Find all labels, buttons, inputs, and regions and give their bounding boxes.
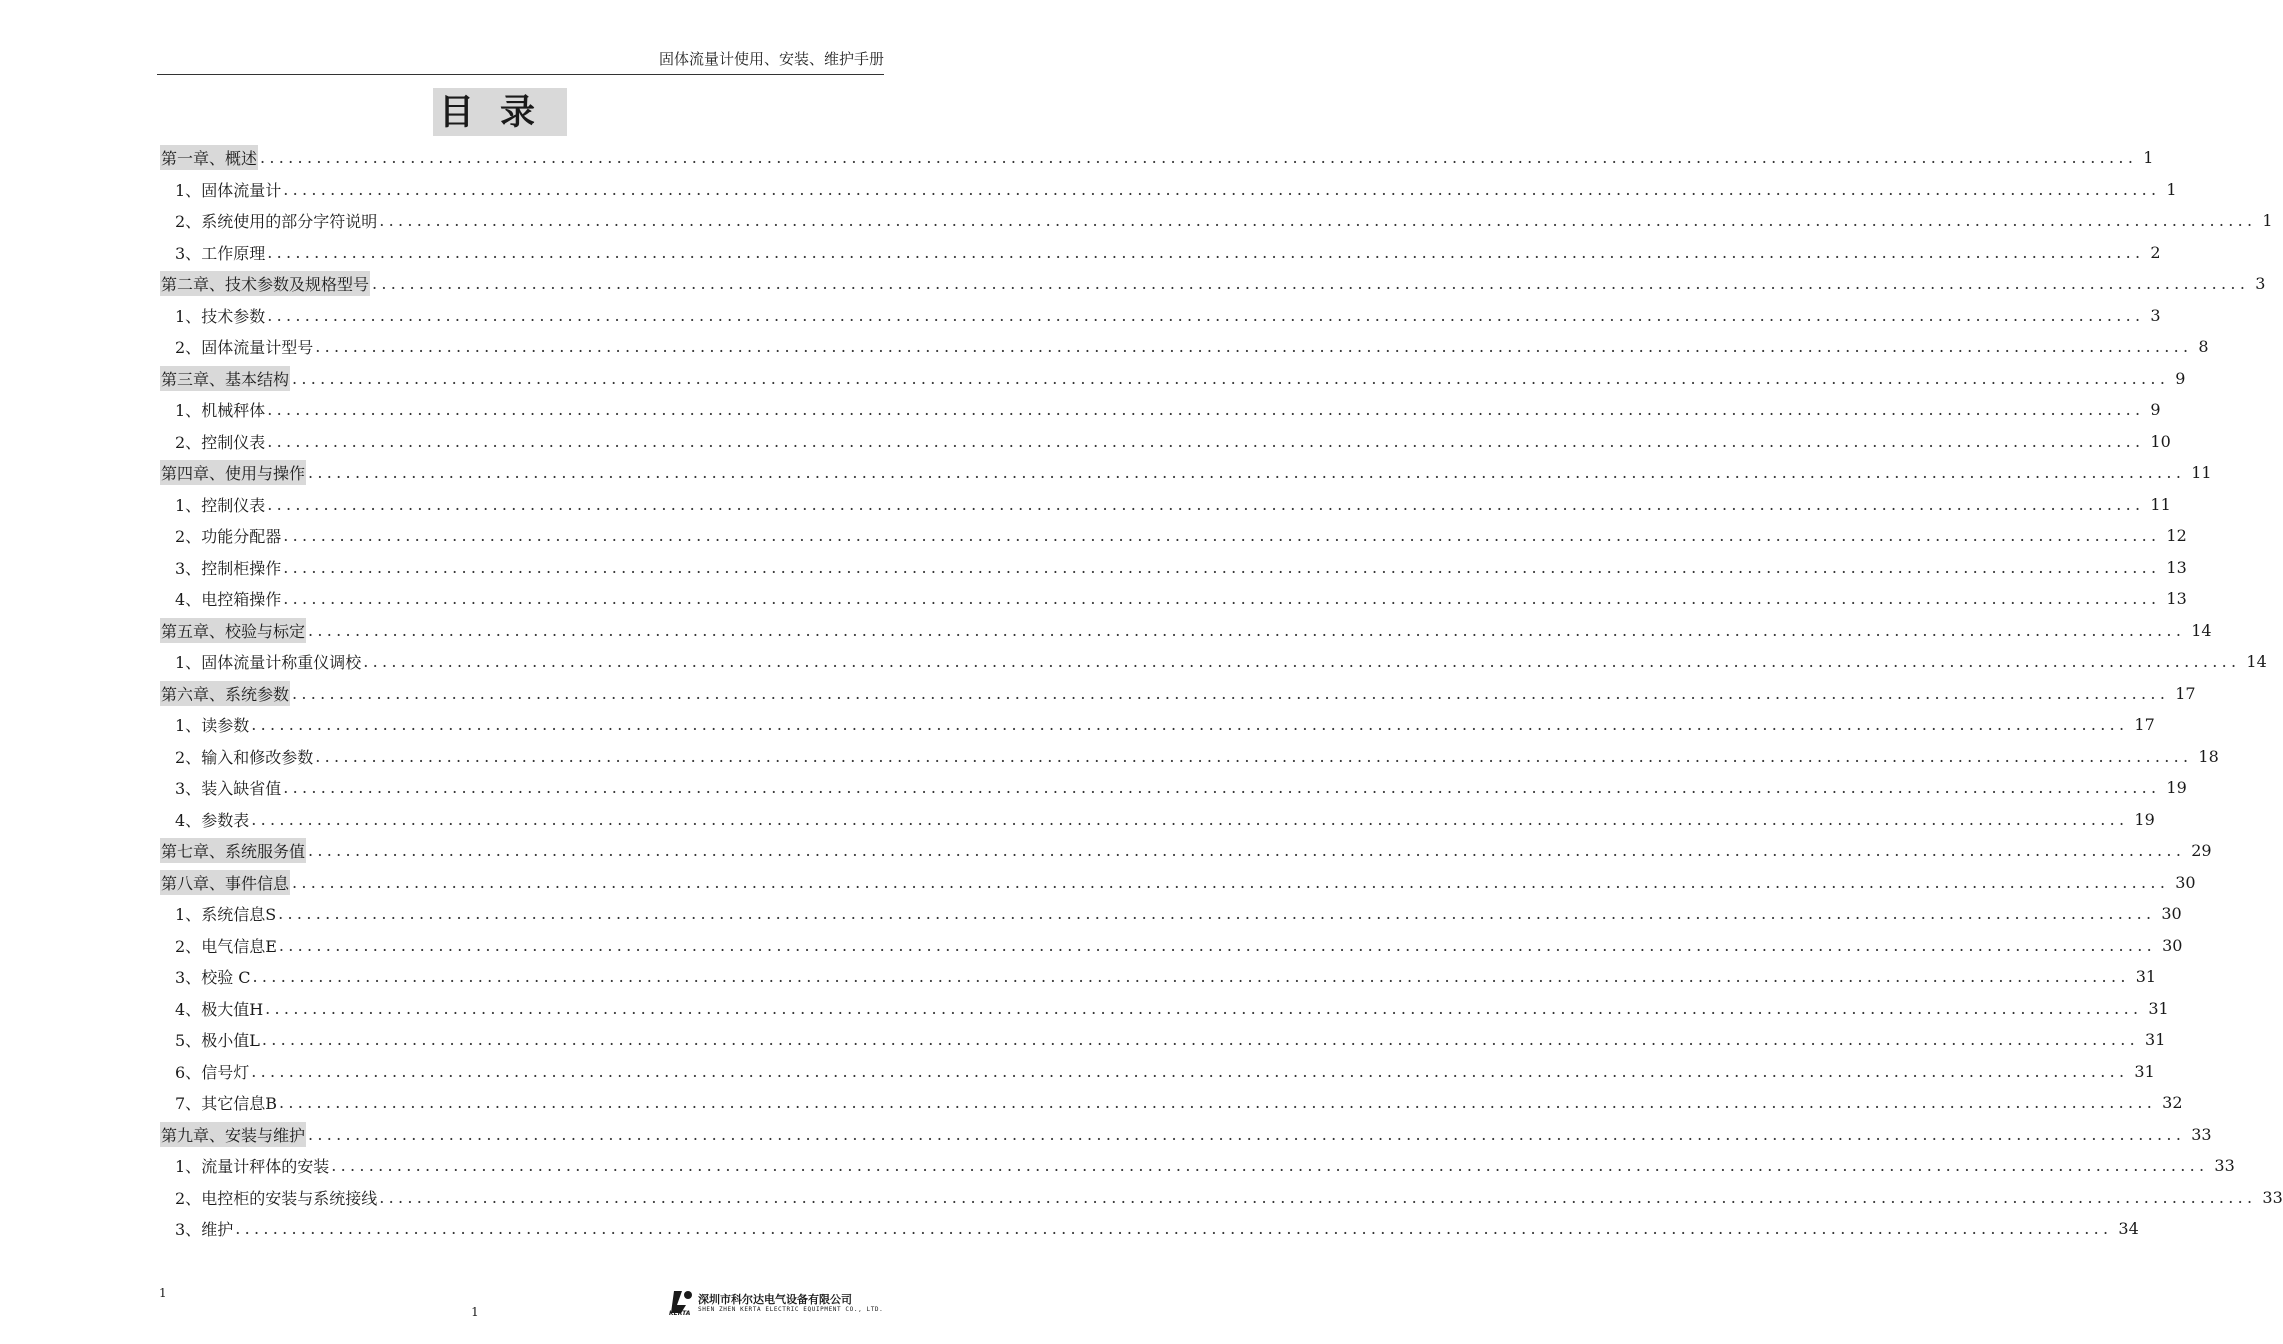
toc-entry-label: 固体流量计称重仪调校: [201, 653, 362, 673]
toc-entry-page: 17: [2134, 715, 2155, 735]
toc-entry-label: 读参数: [201, 716, 250, 736]
toc-leader-dots: ........................................................................................................................................................................................................: [379, 211, 2257, 231]
toc-section-entry[interactable]: [160, 1182, 2283, 1214]
company-name-cn: 深圳市科尔达电气设备有限公司: [698, 1293, 852, 1306]
toc-entry-number: 3、: [175, 558, 202, 578]
toc-entry-label: 技术参数: [201, 306, 266, 326]
toc-entry-page: 3: [2255, 274, 2266, 294]
toc-entry-label: 参数表: [201, 810, 250, 830]
toc-section-entry[interactable]: [160, 709, 2155, 741]
toc-section-entry[interactable]: [160, 1056, 2155, 1088]
toc-entry-number: 1、: [175, 1157, 202, 1177]
toc-entry-label: 功能分配器: [201, 527, 282, 547]
toc-entry-label: 系统信息S: [201, 905, 277, 925]
toc-section-entry[interactable]: [160, 993, 2169, 1025]
toc-entry-page: 13: [2166, 557, 2187, 577]
toc-leader-dots: ........................................................................................................................................................................................................: [278, 935, 2157, 955]
toc-entry-page: 31: [2148, 998, 2169, 1018]
toc-section-entry[interactable]: [160, 583, 2187, 615]
toc-chapter-entry[interactable]: [160, 1119, 2212, 1151]
toc-section-entry[interactable]: [160, 1213, 2139, 1245]
toc-leader-dots: ........................................................................................................................................................................................................: [315, 337, 2193, 357]
toc-entry-page: 11: [2150, 494, 2171, 514]
toc-entry-page: 17: [2175, 683, 2196, 703]
toc-entry-page: 8: [2198, 337, 2209, 357]
toc-leader-dots: ........................................................................................................................................................................................................: [267, 305, 2145, 325]
toc-leader-dots: ........................................................................................................................................................................................................: [283, 589, 2161, 609]
toc-section-entry[interactable]: [160, 520, 2187, 552]
toc-entry-page: 30: [2161, 904, 2182, 924]
toc-entry-number: 3、: [175, 779, 202, 799]
toc-leader-dots: ........................................................................................................................................................................................................: [251, 809, 2129, 829]
toc-entry-page: 33: [2191, 1124, 2212, 1144]
toc-entry-page: 1: [2143, 148, 2154, 168]
toc-chapter-entry[interactable]: [160, 268, 2266, 300]
toc-chapter-entry[interactable]: [160, 615, 2212, 647]
toc-section-entry[interactable]: [160, 331, 2209, 363]
toc-entry-label: 控制仪表: [201, 432, 266, 452]
toc-entry-label: 固体流量计型号: [201, 338, 314, 358]
toc-leader-dots: ........................................................................................................................................................................................................: [278, 1093, 2157, 1113]
toc-entry-page: 30: [2162, 935, 2183, 955]
toc-entry-number: 1、: [175, 401, 202, 421]
toc-section-entry[interactable]: [160, 1087, 2183, 1119]
toc-entry-label: 其它信息B: [201, 1094, 277, 1114]
header-divider: [157, 74, 884, 75]
toc-entry-label: 固体流量计: [201, 180, 282, 200]
toc-entry-number: 3、: [175, 243, 202, 263]
toc-entry-label: 控制柜操作: [201, 558, 282, 578]
toc-section-entry[interactable]: [160, 174, 2177, 206]
toc-leader-dots: ........................................................................................................................................................................................................: [260, 148, 2138, 168]
toc-chapter-entry[interactable]: [160, 867, 2196, 899]
toc-entry-label: 机械秤体: [201, 401, 266, 421]
toc-heading: [0, 88, 950, 136]
toc-entry-page: 33: [2214, 1156, 2235, 1176]
company-name-en: SHEN ZHEN KERTA ELECTRIC EQUIPMENT CO., LTD.: [698, 1306, 884, 1313]
toc-entry-page: 12: [2166, 526, 2187, 546]
toc-section-entry[interactable]: [160, 1150, 2235, 1182]
toc-entry-page: 31: [2145, 1030, 2166, 1050]
toc-chapter-entry[interactable]: [160, 142, 2154, 174]
toc-section-entry[interactable]: [160, 804, 2155, 836]
toc-entry-number: 3、: [175, 968, 202, 988]
toc-leader-dots: ........................................................................................................................................................................................................: [363, 652, 2241, 672]
toc-entry-page: 13: [2166, 589, 2187, 609]
toc-chapter-entry[interactable]: [160, 457, 2212, 489]
toc-entry-number: 2、: [175, 747, 202, 767]
toc-leader-dots: ........................................................................................................................................................................................................: [235, 1219, 2113, 1239]
toc-entry-page: 29: [2191, 841, 2212, 861]
toc-entry-number: 2、: [175, 338, 202, 358]
toc-leader-dots: ........................................................................................................................................................................................................: [372, 274, 2250, 294]
toc-entry-page: 32: [2162, 1093, 2183, 1113]
toc-entry-number: 2、: [175, 936, 202, 956]
toc-entry-number: 1、: [175, 716, 202, 736]
footer-left-page-number: 1: [159, 1286, 167, 1300]
toc-entry-label: 系统使用的部分字符说明: [201, 212, 378, 232]
toc-entry-page: 33: [2262, 1187, 2283, 1207]
toc-entry-number: 4、: [175, 999, 202, 1019]
toc-heading-text: 目录: [433, 88, 567, 136]
toc-entry-page: 2: [2150, 242, 2161, 262]
toc-entry-label: 工作原理: [201, 243, 266, 263]
toc-entry-page: 14: [2191, 620, 2212, 640]
toc-entry-label: 极大值H: [201, 999, 264, 1019]
toc-entry-label: 第八章、事件信息: [160, 870, 290, 895]
toc-entry-page: 9: [2150, 400, 2161, 420]
toc-entry-page: 19: [2134, 809, 2155, 829]
toc-section-entry[interactable]: [160, 772, 2187, 804]
toc-entry-page: 31: [2135, 967, 2157, 987]
toc-leader-dots: ........................................................................................................................................................................................................: [308, 463, 2186, 483]
toc-section-entry[interactable]: [160, 741, 2219, 773]
toc-entry-label: 维护: [201, 1220, 234, 1240]
toc-entry-label: 控制仪表: [201, 495, 266, 515]
running-header-title: 固体流量计使用、安装、维护手册: [658, 50, 884, 68]
toc-entry-label: 输入和修改参数: [201, 747, 314, 767]
toc-entry-label: 极小值L: [201, 1031, 260, 1051]
toc-entry-label: 装入缺省值: [201, 779, 282, 799]
toc-chapter-entry[interactable]: [160, 363, 2186, 395]
toc-entry-number: 1、: [175, 180, 202, 200]
toc-entry-label: 电控柜的安装与系统接线: [201, 1188, 378, 1208]
toc-leader-dots: ........................................................................................................................................................................................................: [267, 494, 2145, 514]
toc-leader-dots: ........................................................................................................................................................................................................: [267, 400, 2145, 420]
toc-entry-page: 31: [2134, 1061, 2155, 1081]
toc-entry-page: 1: [2262, 211, 2273, 231]
toc-entry-label: 流量计秤体的安装: [201, 1157, 330, 1177]
toc-entry-label: 电气信息E: [201, 936, 277, 956]
toc-leader-dots: ........................................................................................................................................................................................................: [283, 557, 2161, 577]
table-of-contents: [160, 142, 2283, 1245]
toc-entry-page: 30: [2175, 872, 2196, 892]
toc-leader-dots: ........................................................................................................................................................................................................: [265, 998, 2143, 1018]
toc-chapter-entry[interactable]: [160, 835, 2212, 867]
toc-entry-number: 1、: [175, 905, 202, 925]
toc-entry-page: 34: [2118, 1219, 2139, 1239]
toc-entry-label: 第二章、技术参数及规格型号: [160, 271, 370, 296]
toc-section-entry[interactable]: [160, 646, 2267, 678]
toc-leader-dots: ........................................................................................................................................................................................................: [261, 1030, 2140, 1050]
toc-entry-number: 2、: [175, 212, 202, 232]
toc-section-entry[interactable]: [160, 237, 2161, 269]
toc-entry-number: 2、: [175, 1188, 202, 1208]
company-logo-icon: [668, 1288, 696, 1316]
toc-section-entry[interactable]: [160, 930, 2183, 962]
toc-entry-page: 1: [2166, 179, 2177, 199]
toc-leader-dots: ........................................................................................................................................................................................................: [251, 715, 2129, 735]
toc-entry-label: 第三章、基本结构: [160, 366, 290, 391]
toc-entry-number: 4、: [175, 590, 202, 610]
toc-entry-label: 校验 C: [201, 968, 251, 988]
toc-section-entry[interactable]: [160, 552, 2187, 584]
toc-entry-page: 3: [2150, 305, 2161, 325]
toc-entry-page: 9: [2175, 368, 2186, 388]
toc-entry-page: 14: [2246, 652, 2267, 672]
toc-leader-dots: ........................................................................................................................................................................................................: [283, 526, 2161, 546]
toc-leader-dots: ........................................................................................................................................................................................................: [283, 778, 2161, 798]
toc-chapter-entry[interactable]: [160, 678, 2196, 710]
toc-entry-page: 11: [2191, 463, 2212, 483]
toc-entry-page: 18: [2198, 746, 2219, 766]
toc-leader-dots: ........................................................................................................................................................................................................: [278, 904, 2156, 924]
toc-leader-dots: ........................................................................................................................................................................................................: [267, 242, 2145, 262]
toc-entry-number: 1、: [175, 653, 202, 673]
toc-entry-label: 电控箱操作: [201, 590, 282, 610]
toc-leader-dots: ........................................................................................................................................................................................................: [308, 1124, 2186, 1144]
toc-entry-number: 7、: [175, 1094, 202, 1114]
toc-entry-number: 2、: [175, 432, 202, 452]
toc-leader-dots: ........................................................................................................................................................................................................: [251, 1061, 2129, 1081]
toc-leader-dots: ........................................................................................................................................................................................................: [331, 1156, 2209, 1176]
toc-section-entry[interactable]: [160, 961, 2157, 993]
toc-entry-label: 第六章、系统参数: [160, 681, 290, 706]
toc-section-entry[interactable]: [160, 394, 2161, 426]
toc-entry-label: 第七章、系统服务值: [160, 838, 306, 863]
toc-entry-number: 2、: [175, 527, 202, 547]
toc-section-entry[interactable]: [160, 1024, 2166, 1056]
toc-entry-label: 第五章、校验与标定: [160, 618, 306, 643]
toc-leader-dots: ........................................................................................................................................................................................................: [267, 431, 2145, 451]
toc-entry-number: 1、: [175, 306, 202, 326]
logo-wordmark: KERTA: [669, 1310, 691, 1317]
toc-leader-dots: ........................................................................................................................................................................................................: [292, 368, 2170, 388]
toc-leader-dots: ........................................................................................................................................................................................................: [308, 620, 2186, 640]
toc-leader-dots: ........................................................................................................................................................................................................: [379, 1187, 2257, 1207]
toc-leader-dots: ........................................................................................................................................................................................................: [308, 841, 2186, 861]
toc-entry-label: 第一章、概述: [160, 145, 258, 170]
toc-section-entry[interactable]: [160, 205, 2273, 237]
toc-entry-label: 第九章、安装与维护: [160, 1122, 306, 1147]
toc-leader-dots: ........................................................................................................................................................................................................: [252, 967, 2130, 987]
toc-section-entry[interactable]: [160, 898, 2182, 930]
toc-entry-number: 1、: [175, 495, 202, 515]
toc-leader-dots: ........................................................................................................................................................................................................: [315, 746, 2193, 766]
toc-entry-number: 3、: [175, 1220, 202, 1240]
toc-section-entry[interactable]: [160, 489, 2171, 521]
toc-leader-dots: ........................................................................................................................................................................................................: [292, 872, 2170, 892]
toc-leader-dots: ........................................................................................................................................................................................................: [283, 179, 2161, 199]
toc-section-entry[interactable]: [160, 300, 2161, 332]
toc-entry-label: 信号灯: [201, 1062, 250, 1082]
toc-entry-number: 5、: [175, 1031, 202, 1051]
toc-entry-number: 4、: [175, 810, 202, 830]
toc-entry-label: 第四章、使用与操作: [160, 460, 306, 485]
toc-leader-dots: ........................................................................................................................................................................................................: [292, 683, 2170, 703]
company-logo-block: [668, 1288, 888, 1318]
toc-entry-page: 19: [2166, 778, 2187, 798]
toc-entry-page: 10: [2150, 431, 2171, 451]
toc-entry-number: 6、: [175, 1062, 202, 1082]
toc-section-entry[interactable]: [160, 426, 2171, 458]
footer-page-number: 1: [471, 1305, 479, 1319]
